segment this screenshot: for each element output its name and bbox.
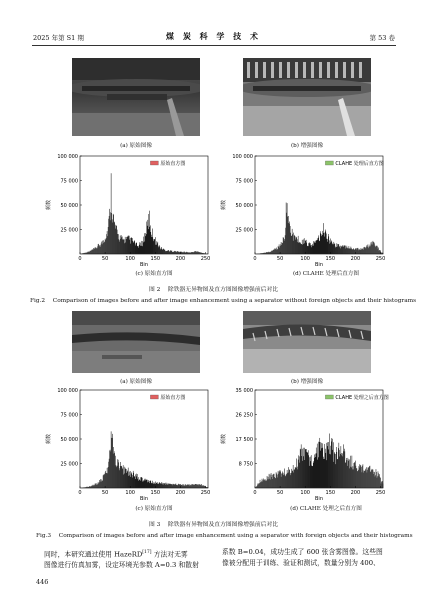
fig2-panel-b-label: (b) 增强图像 (290, 143, 324, 149)
legend-swatch (325, 161, 333, 165)
x-tick-label: 0 (78, 256, 82, 262)
x-tick-label: 150 (150, 490, 161, 496)
fig3-caption-cn: 图 3 除铁器有异物图及直方图图像增强前后对比 (148, 522, 279, 528)
x-axis-label: Bin (140, 496, 148, 502)
fig3-panel-a-label: (a) 原始图像 (120, 379, 152, 385)
y-tick-label: 75 000 (60, 178, 78, 185)
fig2-clahe-histogram (213, 150, 391, 268)
x-tick-label: 100 (125, 490, 135, 496)
x-tick-label: 0 (253, 490, 257, 496)
y-axis-label: 频数 (46, 433, 52, 445)
fig3-clahe-histogram (213, 384, 391, 502)
y-tick-label: 25 000 (235, 227, 253, 234)
x-tick-label: 200 (175, 490, 186, 496)
body-right-para (222, 547, 402, 569)
legend-label: CLAHE 处理之后直方图 (335, 395, 389, 401)
y-tick-label: 35 000 (235, 388, 253, 394)
body-left-line2: 图像进行仿真加雾，设定环境光参数 A=0.3 和散射 (44, 561, 199, 570)
legend-label: CLAHE 处理后直方图 (335, 161, 384, 167)
legend-swatch (325, 395, 333, 399)
fig2-panel-a-label: (a) 原始图像 (120, 143, 152, 149)
x-tick-label: 200 (175, 256, 186, 262)
x-tick-label: 150 (150, 256, 161, 262)
x-tick-label: 200 (350, 490, 361, 496)
x-axis-label: Bin (315, 262, 323, 268)
x-tick-label: 250 (200, 256, 211, 262)
x-tick-label: 150 (325, 490, 336, 496)
x-tick-label: 50 (101, 490, 109, 496)
fig2-enhanced-image (243, 58, 371, 136)
y-tick-label: 8 750 (238, 461, 253, 468)
fig2-original-histogram (38, 150, 216, 268)
histogram-bars (81, 173, 209, 254)
y-tick-label: 25 000 (60, 227, 78, 234)
fig3-panel-d-label: (d) CLAHE 处理之后直方图 (290, 506, 362, 512)
body-right-line2: 像被分配用于训练、验证和测试，数量分别为 400、 (222, 559, 380, 567)
legend-label: 原始直方图 (160, 161, 186, 167)
y-tick-label: 50 000 (60, 203, 78, 209)
y-tick-label: 17 500 (235, 437, 253, 443)
fig3-panel-b-label: (b) 增强图像 (290, 379, 324, 385)
journal-volume: 第 53 卷 (369, 34, 395, 42)
fig3-caption-en: Fig.3 Comparison of images before and after image enhancement using a separator with foreign objects and their histograms (36, 533, 413, 539)
x-tick-label: 50 (101, 256, 109, 262)
x-tick-label: 0 (78, 490, 82, 496)
x-tick-label: 50 (276, 256, 284, 262)
fig2-panel-d-label: (d) CLAHE 处理后直方图 (292, 271, 360, 277)
page-number: 446 (36, 578, 49, 586)
y-tick-label: 100 000 (57, 388, 78, 394)
x-tick-label: 0 (253, 256, 257, 262)
x-tick-label: 100 (300, 256, 310, 262)
y-tick-label: 100 000 (232, 154, 253, 160)
y-axis-label: 频数 (221, 433, 227, 445)
x-tick-label: 50 (276, 490, 284, 496)
x-tick-label: 250 (375, 490, 386, 496)
histogram-bars (256, 434, 384, 488)
x-tick-label: 100 (300, 490, 310, 496)
fig2-original-image (72, 58, 200, 136)
legend-label: 原始直方图 (160, 395, 186, 401)
x-axis-label: Bin (140, 262, 148, 268)
fig2-caption-en: Fig.2 Comparison of images before and after image enhancement using a separator without foreign objects and their histograms (30, 298, 417, 304)
x-tick-label: 250 (200, 490, 211, 496)
fig3-enhanced-image (243, 311, 371, 373)
x-axis-label: Bin (315, 496, 323, 502)
y-tick-label: 50 000 (235, 203, 253, 209)
body-right-line1: 系数 B=0.04，成功生成了 600 张含雾图像。这些图 (222, 548, 383, 556)
legend-swatch (150, 395, 158, 399)
plot-frame (80, 390, 208, 488)
fig3-panel-c-label: (c) 原始直方图 (135, 506, 173, 512)
histogram-bars (256, 203, 384, 254)
body-left-para (44, 547, 214, 571)
histogram-bars (81, 431, 209, 488)
fig3-original-histogram (38, 384, 216, 502)
y-tick-label: 100 000 (57, 154, 78, 160)
x-tick-label: 200 (350, 256, 361, 262)
x-tick-label: 100 (125, 256, 135, 262)
journal-issue: 2025 年第 S1 期 (33, 34, 84, 42)
y-tick-label: 26 250 (235, 412, 253, 419)
y-tick-label: 25 000 (60, 461, 78, 468)
y-axis-label: 频数 (46, 199, 52, 211)
fig3-original-image (72, 311, 200, 373)
fig2-caption-cn: 图 2 除铁器无异物图及直方图图像增强前后对比 (148, 287, 279, 293)
body-left-line1: 同时，本研究通过使用 HazeRD[17] 方法对无雾 (44, 550, 188, 559)
header-rule (32, 45, 396, 46)
legend-swatch (150, 161, 158, 165)
fig2-panel-c-label: (c) 原始直方图 (135, 271, 173, 277)
x-tick-label: 150 (325, 256, 336, 262)
x-tick-label: 250 (375, 256, 386, 262)
y-tick-label: 75 000 (235, 178, 253, 185)
journal-title: 煤 炭 科 学 技 术 (166, 31, 261, 41)
y-tick-label: 75 000 (60, 412, 78, 419)
y-axis-label: 频数 (221, 199, 227, 211)
y-tick-label: 50 000 (60, 437, 78, 443)
